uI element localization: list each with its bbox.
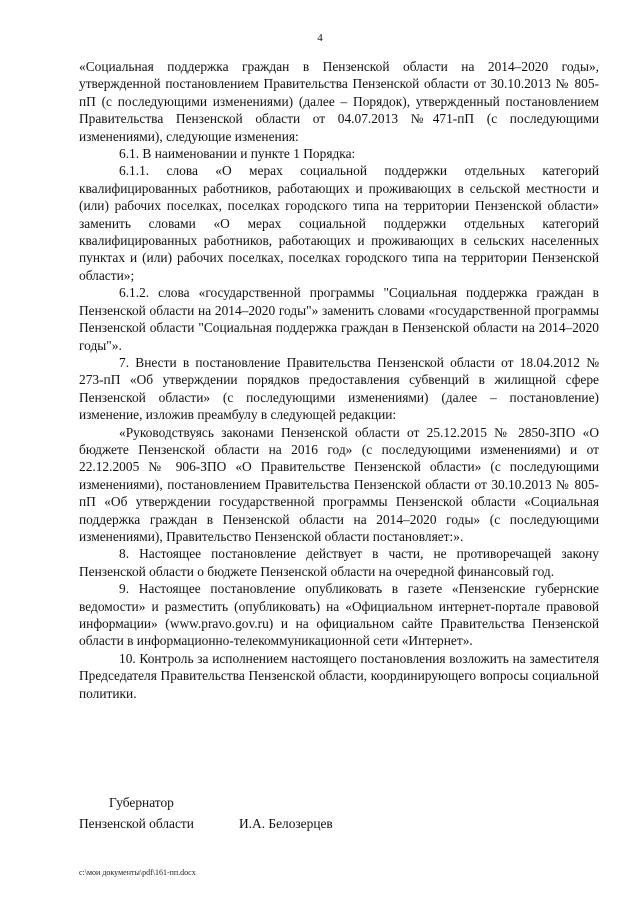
file-path-footer: c:\мои документы\pdf\161-пп.docx — [79, 868, 196, 877]
paragraph-10: 10. Контроль за исполнением настоящего постановления возложить на заместителя Председателя Правительства Пензенской области, координирующего вопросы социальной политики. — [79, 650, 599, 701]
document-body — [79, 58, 599, 702]
paragraph-6-1-1: 6.1.1. слова «О мерах социальной поддержки отдельных категорий квалифицированных работников, работающих и проживающих в сельской местности и (или) рабочих поселках, поселках городского типа на территории Пензенской области» заменить словами «О мерах социальной поддержки отдельных категорий квалифицированных работников, работающих и проживающих в сельских населенных пунктах и (или) рабочих поселках, поселках городского типа на территории Пензенской области»; — [79, 163, 599, 283]
paragraph-7: 7. Внести в постановление Правительства Пензенской области от 18.04.2012 № 273-пП «Об утверждении порядков предоставления субвенций в жилищной сфере Пензенской области» (с последующими изменениями) (далее – постановление) изменение, изложив преамбулу в следующей редакции: — [79, 354, 599, 423]
signature-name: И.А. Белозерцев — [239, 816, 333, 831]
page-number: 4 — [317, 32, 323, 44]
paragraph-7-preamble: «Руководствуясь законами Пензенской области от 25.12.2015 № 2850-ЗПО «О бюджете Пензенской области на 2016 год» (с последующими изменениями) и от 22.12.2005 № 906-ЗПО «О Правительстве Пензенской области» (с последующими изменениями), постановлением Правительства Пензенской области от 30.10.2013 № 805-пП «Об утверждении государственной программы Пензенской области «Социальная поддержка граждан в Пензенской области на 2014–2020 годы» (с последующими изменениями), Правительство Пензенской области постановляет:». — [79, 424, 599, 544]
paragraph-6-continued: «Социальная поддержка граждан в Пензенской области на 2014–2020 годы», утвержденной постановлением Правительства Пензенской области от 30.10.2013 № 805-пП (с последующими изменениями) (далее – Порядок), утвержденный постановлением Правительства Пензенской области от 04.07.2013 №471-пП (с последующими изменениями), следующие изменения: — [79, 59, 599, 144]
paragraph-8: 8. Настоящее постановление действует в части, не противоречащей закону Пензенской области о бюджете Пензенской области на очередной финансовый год. — [79, 546, 599, 579]
paragraph-6-1-2: 6.1.2. слова «государственной программы "Социальная поддержка граждан в Пензенской области на 2014–2020 годы"» заменить словами «государственной программы Пензенской области "Социальная поддержка граждан в Пензенской области на 2014–2020 годы"». — [79, 285, 599, 353]
signature-title: Губернатор — [109, 795, 174, 810]
signature-organization: Пензенской области — [79, 816, 194, 831]
signature-block — [79, 792, 333, 834]
paragraph-9: 9. Настоящее постановление опубликовать в газете «Пензенские губернские ведомости» и разместить (опубликовать) на «Официальном интернет-портале правовой информации» (www.pravo.gov.ru) и на официальном сайте Правительства Пензенской области в информационно-телекоммуникационной сети «Интернет». — [79, 581, 599, 649]
paragraph-6-1: 6.1. В наименовании и пункте 1 Порядка: — [119, 146, 356, 162]
